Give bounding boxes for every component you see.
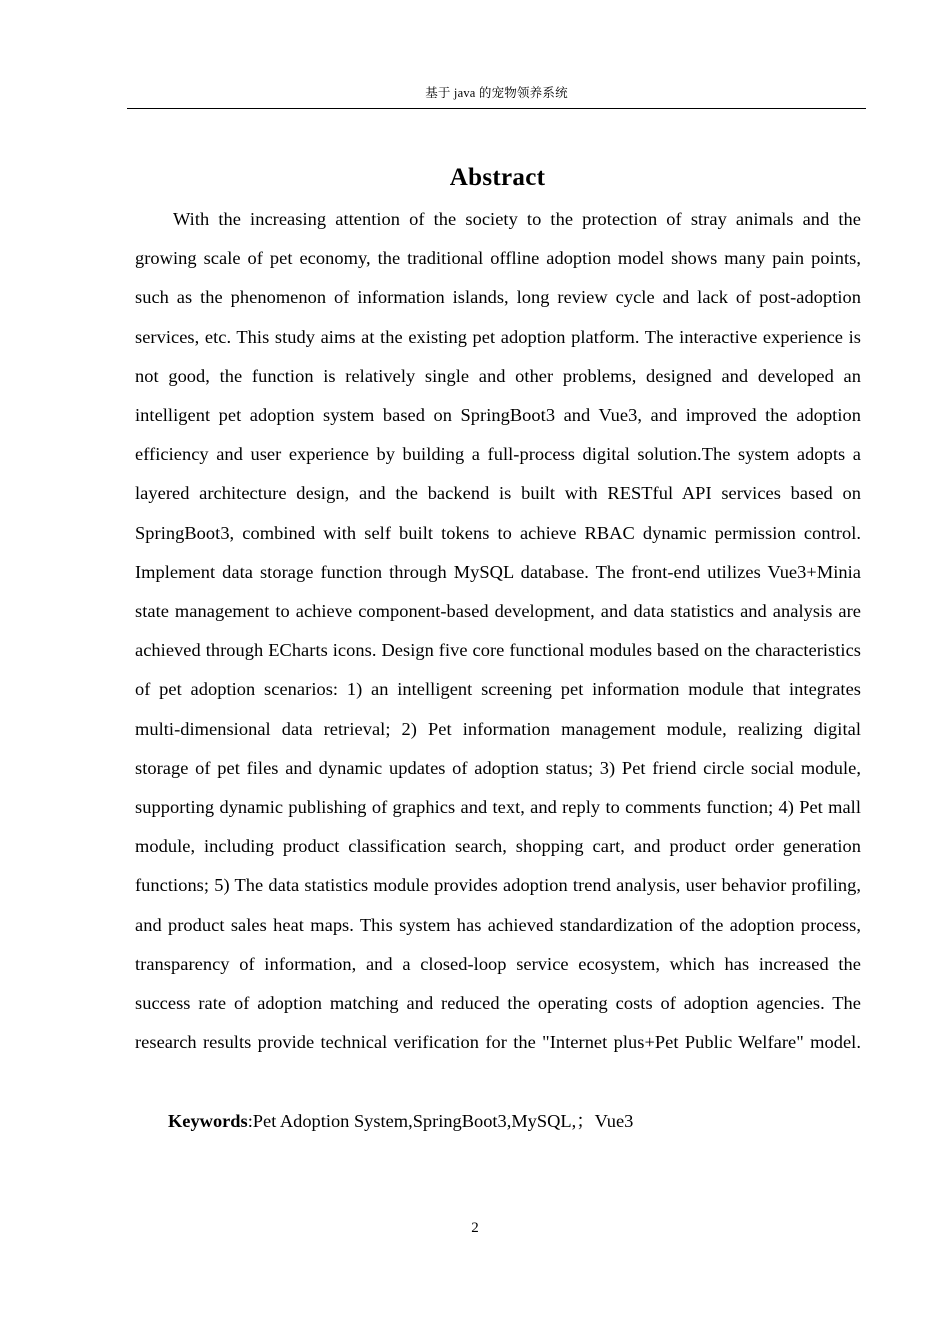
abstract-body xyxy=(135,200,861,1138)
header-divider-rule xyxy=(127,108,866,109)
keywords-line xyxy=(135,1102,861,1138)
keywords-value: :Pet Adoption System,SpringBoot3,MySQL,；Vue3 xyxy=(247,1110,634,1131)
page-title: Abstract xyxy=(449,163,546,191)
running-header xyxy=(127,84,866,102)
running-header-text: 基于 java 的宠物领养系统 xyxy=(425,86,568,100)
page-number: 2 xyxy=(471,1220,479,1236)
keywords-label: Keywords xyxy=(168,1110,248,1131)
abstract-paragraph: With the increasing attention of the society to the protection of stray animals and the growing scale of pet economy, the traditional offline adoption model shows many pain points, such as the phenomenon of information islands, long review cycle and lack of post-adoption services, etc. This study aims at the existing pet adoption platform. The interactive experience is not good, the function is relatively single and other problems, designed and developed an intelligent pet adoption system based on SpringBoot3 and Vue3, and improved the adoption efficiency and user experience by building a full-process digital solution.The system adopts a layered architecture design, and the backend is built with RESTful API services based on SpringBoot3, combined with self built tokens to achieve RBAC dynamic permission control. Implement data storage function through MySQL database. The front-end utilizes Vue3+Minia state management to achieve component-based development, and data statistics and analysis are achieved through ECharts icons. Design five core functional modules based on the characteristics of pet adoption scenarios: 1) an intelligent screening pet information module that integrates multi-dimensional data retrieval; 2) Pet information management module, realizing digital storage of pet files and dynamic updates of adoption status; 3) Pet friend circle social module, supporting dynamic publishing of graphics and text, and reply to comments function; 4) Pet mall module, including product classification search, shopping cart, and product order generation functions; 5) The data statistics module provides adoption trend analysis, user behavior profiling, and product sales heat maps. This system has achieved standardization of the adoption process, transparency of information, and a closed-loop service ecosystem, which has increased the success rate of adoption matching and reduced the operating costs of adoption agencies. The research results provide technical verification for the "Internet plus+Pet Public Welfare" model. xyxy=(135,209,861,1053)
